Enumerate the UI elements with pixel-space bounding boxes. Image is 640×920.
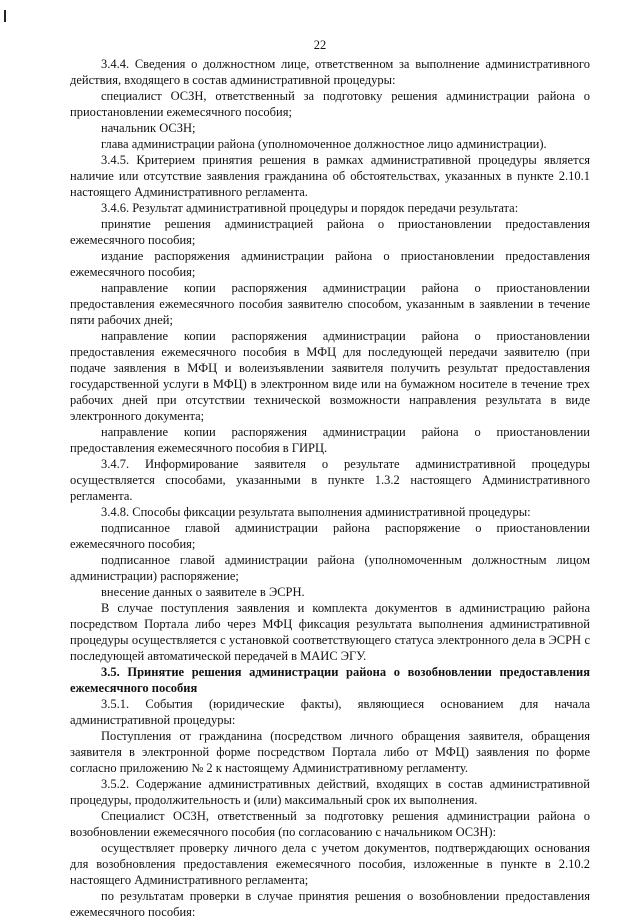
paragraph: по результатам проверки в случае принятия решения о возобновлении предоставления ежемесячного пособия: <box>70 889 590 919</box>
paragraph: направление копии распоряжения администрации района о приостановлении предоставления ежемесячного пособия в ГИРЦ. <box>70 425 590 455</box>
paragraph: 3.4.5. Критерием принятия решения в рамках административной процедуры является наличие или отсутствие заявления гражданина об обстоятельствах, указанных в пункте 2.10.1 настоящего Административного регламента. <box>70 153 590 199</box>
paragraph: 3.4.7. Информирование заявителя о результате административной процедуры осуществляется способами, указанными в пункте 1.3.2 настоящего Административного регламента. <box>70 457 590 503</box>
paragraph: направление копии распоряжения администрации района о приостановлении предоставления ежемесячного пособия в МФЦ для последующей передачи заявителю (при подаче заявления в МФЦ и волеизъявлении заявителя получить результат предоставления государственной услуги в МФЦ) в электронном виде или на бумажном носителе в течение трех рабочих дней при отсутствии технической возможности направления результата в виде электронного документа; <box>70 329 590 423</box>
paragraph: принятие решения администрацией района о приостановлении предоставления ежемесячного пособия; <box>70 217 590 247</box>
paragraph: В случае поступления заявления и комплекта документов в администрацию района посредством Портала либо через МФЦ фиксация результата выполнения административной процедуры осуществляется с установкой соответствующего статуса электронного дела в ЭСРН с последующей автоматической передачей в МАИС ЭГУ. <box>70 601 590 663</box>
scan-edge-mark <box>4 10 6 22</box>
page-number: 22 <box>313 38 327 52</box>
paragraph: Поступления от гражданина (посредством личного обращения заявителя, обращения заявителя в электронной форме посредством Портала либо от МФЦ) заявления по форме согласно приложению № 2 к настоящему Административному регламенту. <box>70 729 590 775</box>
paragraph: подписанное главой администрации района распоряжение о приостановлении ежемесячного пособия; <box>70 521 590 551</box>
paragraph: 3.4.6. Результат административной процедуры и порядок передачи результата: <box>101 201 519 215</box>
paragraph: 3.5.2. Содержание административных действий, входящих в состав административной процедуры, продолжительность и (или) максимальный срок их выполнения. <box>70 777 590 807</box>
paragraph: осуществляет проверку личного дела с учетом документов, подтверждающих основания для возобновления предоставления ежемесячного пособия, изложенные в пункте в 2.10.2 настоящего Административного регламента; <box>70 841 590 887</box>
paragraph: 3.4.4. Сведения о должностном лице, ответственном за выполнение административного действия, входящего в состав административной процедуры: <box>70 57 590 87</box>
paragraph: 3.4.8. Способы фиксации результата выполнения административной процедуры: <box>101 505 531 519</box>
paragraph: 3.5.1. События (юридические факты), являющиеся основанием для начала административной процедуры: <box>70 697 590 727</box>
section-heading: 3.5. Принятие решения администрации района о возобновлении предоставления ежемесячного пособия <box>70 665 590 695</box>
paragraph: начальник ОСЗН; <box>101 121 196 135</box>
paragraph: Специалист ОСЗН, ответственный за подготовку решения администрации района о возобновлении ежемесячного пособия (по согласованию с начальником ОСЗН): <box>70 809 590 839</box>
paragraph: направление копии распоряжения администрации района о приостановлении предоставления ежемесячного пособия заявителю способом, указанным в заявлении в течение пяти рабочих дней; <box>70 281 590 327</box>
document-body <box>70 56 590 920</box>
paragraph: внесение данных о заявителе в ЭСРН. <box>101 585 305 599</box>
paragraph: подписанное главой администрации района (уполномоченным должностным лицом администрации) распоряжение; <box>70 553 590 583</box>
paragraph: издание распоряжения администрации района о приостановлении предоставления ежемесячного пособия; <box>70 249 590 279</box>
paragraph: глава администрации района (уполномоченное должностное лицо администрации). <box>101 137 547 151</box>
paragraph: специалист ОСЗН, ответственный за подготовку решения администрации района о приостановлении ежемесячного пособия; <box>70 89 590 119</box>
